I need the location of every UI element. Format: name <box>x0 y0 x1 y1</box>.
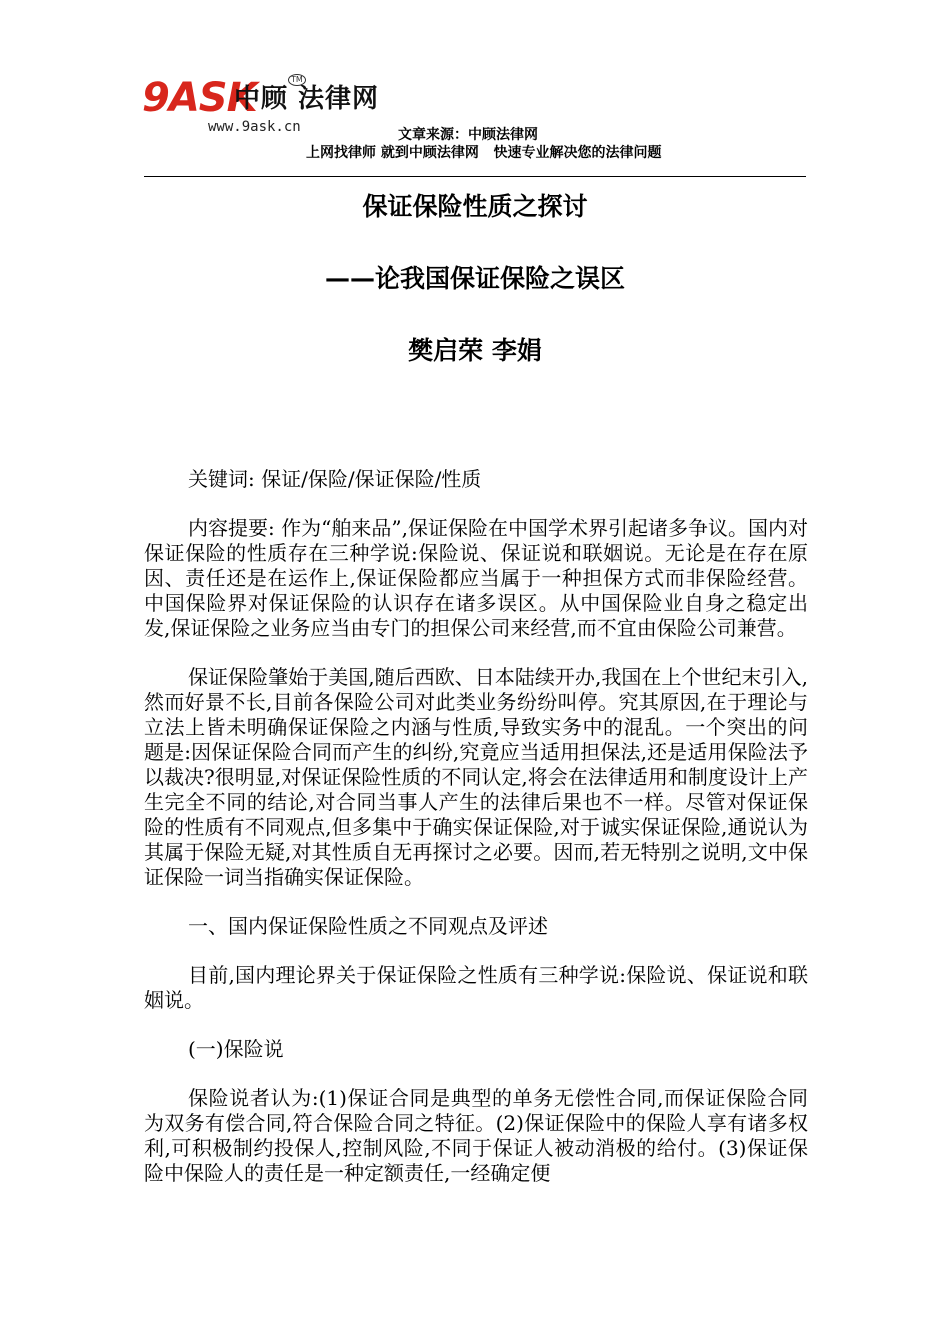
article-authors: 樊启荣 李娟 <box>408 336 542 365</box>
logo-mark: 9ASK <box>142 75 257 121</box>
section-heading: 一、国内保证保险性质之不同观点及评述 <box>188 914 548 938</box>
article-title: 保证保险性质之探讨 <box>362 192 588 221</box>
site-logo[interactable] <box>142 76 392 140</box>
body-paragraph: 保险说者认为:(1)保证合同是典型的单务无偿性合同,而保证保险合同为双务有偿合同,符合保险合同之特征。(2)保证保险中的保险人享有诸多权利,可积极制约投保人,控制风险,不同于保证人被动消极的给付。(3)保证保险中保险人的责任是一种定额责任,一经确定便 <box>144 1086 808 1185</box>
keywords-paragraph: 关键词: 保证/保险/保证保险/性质 <box>188 467 482 491</box>
abstract-paragraph: 内容提要: 作为“舶来品”,保证保险在中国学术界引起诸多争议。国内对保证保险的性质存在三种学说:保险说、保证说和联姻说。无论是在存在原因、责任还是在运作上,保证保险都应当属于一种担保方式而非保险经营。中国保险界对保证保险的认识存在诸多误区。从中国保险业自身之稳定出发,保证保险之业务应当由专门的担保公司来经营,而不宜由保险公司兼营。 <box>144 516 808 640</box>
body-paragraph: 保证保险肇始于美国,随后西欧、日本陆续开办,我国在上个世纪末引入,然而好景不长,目前各保险公司对此类业务纷纷叫停。究其原因,在于理论与立法上皆未明确保证保险之内涵与性质,导致实务中的混乱。一个突出的问题是:因保证保险合同而产生的纠纷,究竟应当适用担保法,还是适用保险法予以裁决?很明显,对保证保险性质的不同认定,将会在法律适用和制度设计上产生完全不同的结论,对合同当事人产生的法律后果也不一样。尽管对保证保险的性质有不同观点,但多集中于确实保证保险,对于诚实保证保险,通说认为其属于保险无疑,对其性质自无再探讨之必要。因而,若无特别之说明,文中保证保险一词当指确实保证保险。 <box>144 665 808 889</box>
article-body <box>144 467 808 1210</box>
article-source: 文章来源：中顾法律网 <box>398 127 538 143</box>
body-paragraph: 目前,国内理论界关于保证保险之性质有三种学说:保险说、保证说和联姻说。 <box>144 963 808 1012</box>
article-subtitle: ——论我国保证保险之误区 <box>324 264 625 293</box>
header-divider <box>144 176 806 177</box>
site-slogan: 上网找律师 就到中顾法律网 快速专业解决您的法律问题 <box>306 145 662 161</box>
subsection-heading: (一)保险说 <box>188 1037 284 1061</box>
trademark-icon: TM <box>288 74 306 86</box>
logo-url: www.9ask.cn <box>208 119 301 135</box>
logo-chinese-name: 中顾 法律网 <box>234 84 380 114</box>
